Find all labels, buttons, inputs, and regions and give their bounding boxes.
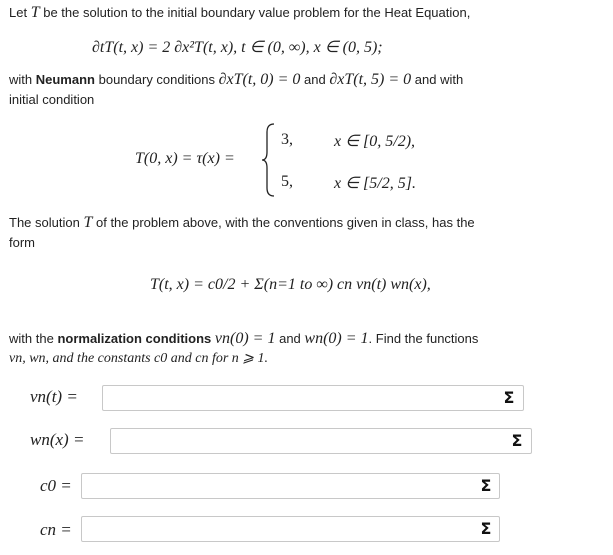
cn-sigma-icon[interactable]: Σ — [480, 519, 492, 538]
piecewise-brace — [260, 122, 278, 198]
intro-text: and — [304, 72, 326, 87]
solution-line-1 — [9, 213, 475, 233]
norm-v: vn(0) = 1 — [214, 330, 276, 347]
initial-lhs — [135, 150, 235, 168]
initial-lhs-text: T(0, x) = τ(x) = — [135, 150, 235, 167]
pde-text: ∂tT(t, x) = 2 ∂x²T(t, x), t ∈ (0, ∞), x ∈ (0, 5); — [92, 39, 383, 56]
intro-text: Let — [9, 5, 28, 20]
intro-text: with — [9, 72, 33, 87]
solution-line-2 — [9, 233, 35, 253]
norm-text: with the — [9, 331, 54, 346]
case2-value-text: 5, — [281, 173, 293, 190]
vn-label: vn(t) = — [30, 387, 78, 406]
case1-condition-text: x ∈ [0, 5/2), — [334, 133, 416, 150]
cn-input[interactable] — [81, 516, 500, 542]
wn-input[interactable] — [110, 428, 532, 454]
norm-bold: normalization conditions — [57, 331, 212, 346]
wn-sigma-icon[interactable]: Σ — [511, 431, 523, 450]
wn-label: wn(x) = — [30, 430, 85, 449]
normalization-line-1 — [9, 329, 478, 349]
neumann-bold: Neumann — [35, 72, 95, 87]
norm-text-2: vn, wn, and the constants c0 and cn for n ⩾ 1. — [9, 351, 269, 366]
case1-value — [281, 131, 293, 149]
solution-text: The solution — [9, 215, 80, 230]
vn-input[interactable] — [102, 385, 524, 411]
c0-input[interactable] — [81, 473, 500, 499]
series-formula-text: T(t, x) = c0/2 + Σ(n=1 to ∞) cn vn(t) wn(x), — [150, 276, 431, 293]
var-T: T — [83, 214, 93, 231]
norm-w: wn(0) = 1 — [304, 330, 369, 347]
intro-text: initial condition — [9, 92, 95, 107]
bc-right: ∂xT(t, 5) = 0 — [329, 71, 412, 88]
bc-left: ∂xT(t, 0) = 0 — [218, 71, 301, 88]
intro-text: boundary conditions — [98, 72, 215, 87]
case1-value-text: 3, — [281, 131, 293, 148]
intro-text: be the solution to the initial boundary value problem for the Heat Equation, — [43, 5, 471, 20]
heat-equation — [92, 37, 383, 57]
var-T: T — [30, 4, 40, 21]
solution-text: of the problem above, with the conventions given in class, has the — [95, 215, 475, 230]
solution-text: form — [9, 235, 35, 250]
vn-sigma-icon[interactable]: Σ — [503, 388, 515, 407]
intro-line-2 — [9, 70, 463, 90]
cn-label: cn = — [40, 520, 72, 539]
c0-sigma-icon[interactable]: Σ — [480, 476, 492, 495]
normalization-line-2 — [9, 349, 268, 369]
norm-text: . Find the functions — [368, 331, 479, 346]
case1-condition — [334, 131, 415, 151]
c0-label: c0 = — [40, 476, 72, 495]
intro-line-3 — [9, 90, 94, 110]
series-formula — [150, 276, 431, 294]
case2-condition-text: x ∈ [5/2, 5]. — [334, 175, 416, 192]
case2-condition — [334, 173, 416, 193]
case2-value — [281, 173, 293, 191]
norm-text: and — [279, 331, 301, 346]
intro-line-1 — [9, 3, 470, 23]
intro-text: and with — [414, 72, 464, 87]
